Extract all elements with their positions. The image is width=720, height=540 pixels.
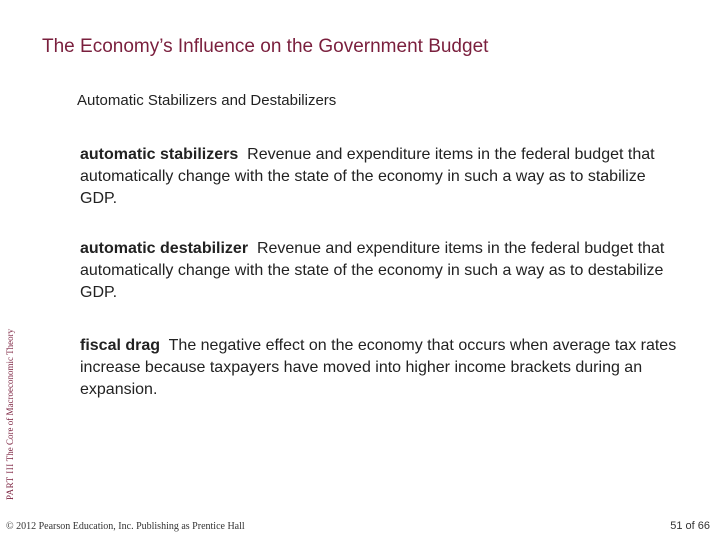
definition-fiscal-drag (80, 335, 680, 401)
slide-title: The Economy’s Influence on the Government Budget (42, 36, 489, 57)
part-title: The Core of Macroeconomic Theory (5, 328, 15, 462)
definition-automatic-stabilizers (80, 144, 670, 210)
definition-text: Revenue and expenditure items in the federal budget that automatically change with the state of the economy in such a way as to stabilize GDP. (80, 146, 655, 207)
definition-text: The negative effect on the economy that occurs when average tax rates increase because taxpayers have moved into higher income brackets during an expansion. (80, 337, 677, 398)
part-number: PART III (5, 463, 15, 500)
definition-term: automatic destabilizer (80, 240, 249, 257)
definition-text: Revenue and expenditure items in the federal budget that automatically change with the state of the economy in such a way as to destabilize GDP. (80, 240, 665, 301)
footer-copyright: © 2012 Pearson Education, Inc. Publishing as Prentice Hall (6, 521, 245, 532)
slide-subtitle: Automatic Stabilizers and Destabilizers (77, 92, 337, 109)
definition-automatic-destabilizer (80, 238, 670, 304)
definition-term: automatic stabilizers (80, 146, 239, 163)
definition-term: fiscal drag (80, 337, 161, 354)
page-number: 51 of 66 (670, 520, 710, 532)
side-part-label (5, 329, 15, 500)
